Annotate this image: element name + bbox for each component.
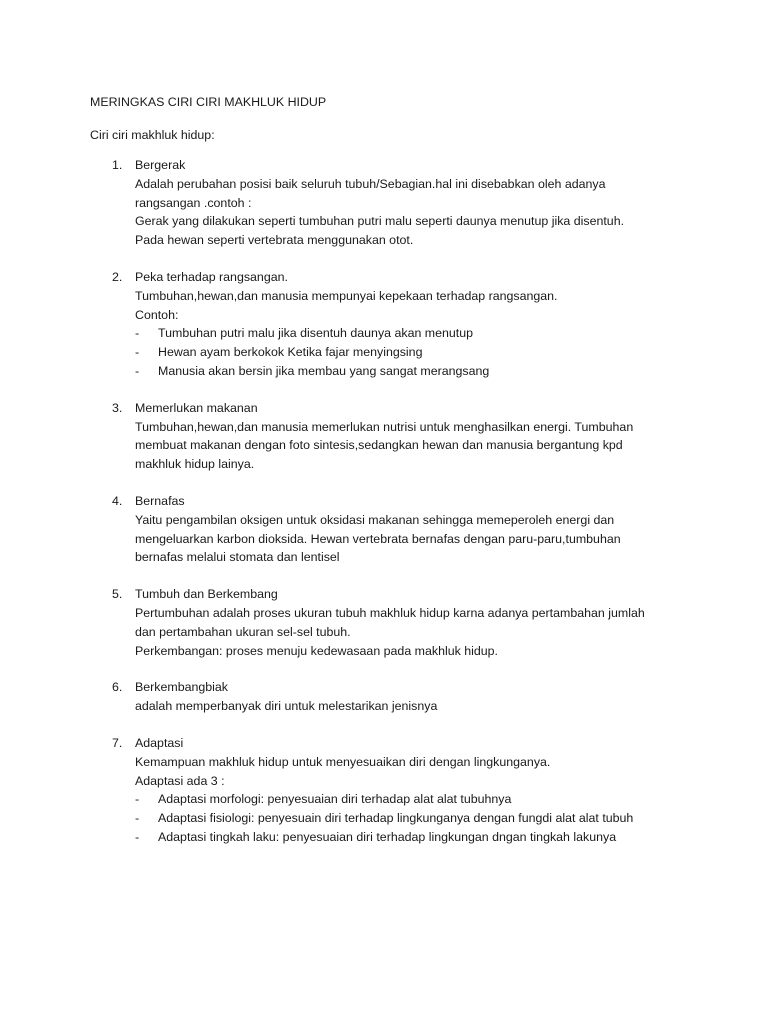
- item-heading: Peka terhadap rangsangan.: [135, 269, 288, 284]
- item-text-line: mengeluarkan karbon dioksida. Hewan vertebrata bernafas dengan paru-paru,tumbuhan: [135, 531, 621, 546]
- bullet-text: Adaptasi morfologi: penyesuaian diri terhadap alat alat tubuhnya: [158, 792, 512, 807]
- item-heading: Bergerak: [135, 158, 186, 172]
- list-item: [90, 268, 680, 381]
- bullet-text: Hewan ayam berkokok Ketika fajar menyingsing: [158, 345, 423, 360]
- bullet-text: Manusia akan bersin jika membau yang sangat merangsang: [158, 363, 490, 378]
- list-item: [90, 734, 680, 847]
- item-number: 4.: [112, 493, 123, 508]
- numbered-list: [90, 156, 680, 847]
- item-heading: Bernafas: [135, 493, 185, 508]
- bullet-marker: -: [135, 792, 140, 807]
- list-item: [90, 399, 680, 474]
- list-item: [90, 156, 680, 250]
- item-text-line: Kemampuan makhluk hidup untuk menyesuaikan diri dengan lingkunganya.: [135, 754, 551, 769]
- bullet-text: Tumbuhan putri malu jika disentuh daunya akan menutup: [158, 326, 474, 341]
- bullet-marker: -: [135, 811, 140, 826]
- item-text-line: Adalah perubahan posisi baik seluruh tubuh/Sebagian.hal ini disebabkan oleh adanya: [135, 176, 606, 191]
- item-heading: Berkembangbiak: [135, 680, 228, 695]
- item-text-line: adalah memperbanyak diri untuk melestarikan jenisnya: [135, 699, 438, 714]
- item-heading: Tumbuh dan Berkembang: [135, 587, 278, 602]
- list-item: [90, 585, 680, 660]
- bullet-item: [135, 362, 680, 381]
- item-text-line: makhluk hidup lainya.: [135, 457, 255, 472]
- bullet-marker: -: [135, 829, 140, 844]
- item-number: 6.: [112, 680, 123, 695]
- list-item: [90, 492, 680, 567]
- item-text-line: Yaitu pengambilan oksigen untuk oksidasi makanan sehingga memeperoleh energi dan: [135, 512, 615, 527]
- document-page: [90, 93, 680, 865]
- item-text-line: Adaptasi ada 3 :: [135, 773, 225, 788]
- bullet-text: Adaptasi tingkah laku: penyesuaian diri terhadap lingkungan dngan tingkah lakunya: [158, 829, 617, 844]
- item-heading: Adaptasi: [135, 735, 184, 750]
- item-text-line: Perkembangan: proses menuju kedewasaan pada makhluk hidup.: [135, 643, 499, 658]
- bullet-marker: -: [135, 326, 140, 341]
- item-text-line: membuat makanan dengan foto sintesis,sedangkan hewan dan manusia bergantung kpd: [135, 438, 623, 453]
- item-number: 1.: [112, 158, 123, 172]
- bullet-item: [135, 809, 680, 828]
- item-number: 7.: [112, 735, 123, 750]
- item-number: 2.: [112, 269, 123, 284]
- document-title: MERINGKAS CIRI CIRI MAKHLUK HIDUP: [90, 95, 327, 109]
- item-text-line: Contoh:: [135, 307, 179, 322]
- bullet-item: [135, 343, 680, 362]
- bullet-item: [135, 324, 680, 343]
- item-text-line: Tumbuhan,hewan,dan manusia mempunyai kepekaan terhadap rangsangan.: [135, 288, 558, 303]
- item-text-line: dan pertambahan ukuran sel-sel tubuh.: [135, 624, 351, 639]
- item-text-line: Pada hewan seperti vertebrata menggunakan otot.: [135, 233, 414, 248]
- item-text-line: rangsangan .contoh :: [135, 195, 252, 210]
- item-heading: Memerlukan makanan: [135, 400, 258, 415]
- list-item: [90, 678, 680, 716]
- bullet-marker: -: [135, 363, 140, 378]
- item-text-line: Tumbuhan,hewan,dan manusia memerlukan nutrisi untuk menghasilkan energi. Tumbuhan: [135, 419, 634, 434]
- item-number: 3.: [112, 400, 123, 415]
- bullet-marker: -: [135, 345, 140, 360]
- bullet-item: [135, 790, 680, 809]
- intro-text: Ciri ciri makhluk hidup:: [90, 128, 215, 142]
- item-text-line: bernafas melalui stomata dan lentisel: [135, 550, 340, 565]
- bullet-item: [135, 828, 680, 847]
- bullet-text: Adaptasi fisiologi: penyesuain diri terhadap lingkunganya dengan fungdi alat alat tubuh: [158, 811, 634, 826]
- item-text-line: Pertumbuhan adalah proses ukuran tubuh makhluk hidup karna adanya pertambahan jumlah: [135, 605, 645, 620]
- item-number: 5.: [112, 587, 123, 602]
- item-text-line: Gerak yang dilakukan seperti tumbuhan putri malu seperti daunya menutup jika disentuh.: [135, 214, 625, 229]
